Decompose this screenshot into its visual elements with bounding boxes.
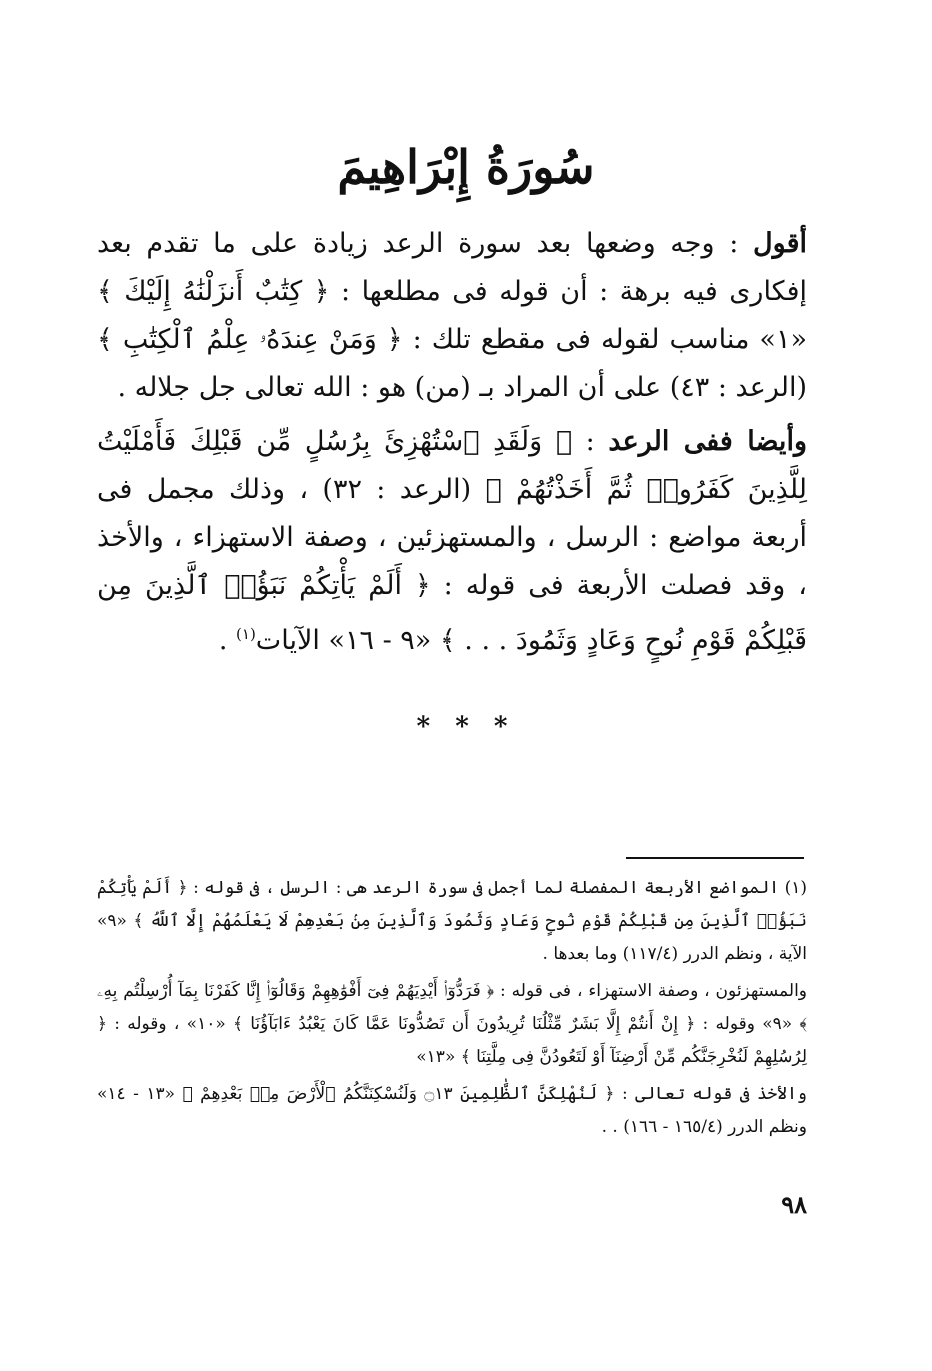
footnote-1-continuation-a: والمستهزئون ، وصفة الاستهزاء ، فى قوله : ﴿ فَرَدُّوٓا۟ أَيْدِيَهُمْ فِىٓ أَفْوَٰهِهِمْ وَقَالُوٓا۟ إِنَّا كَفَرْنَا بِمَآ أُرْسِلْتُم بِهِۦ ﴾ «٩» وقوله : ﴿ إِنْ أَنتُمْ إِلَّا بَشَرٌ مِّثْلُنَا تُرِيدُونَ أَن تَصُدُّونَا عَمَّا كَانَ يَعْبُدُ ءَابَآؤُنَا ﴾ «١٠» ، وقوله : ﴿ لِرُسُلِهِمْ لَنُخْرِجَنَّكُم مِّنْ أَرْضِنَآ أَوْ لَتَعُودُنَّ فِى مِلَّتِنَا ﴾ «١٣» <box>97 981 808 1067</box>
paragraph-2-text: : ﴿ وَلَقَدِ ٱسْتُهْزِئَ بِرُسُلٍ مِّن قَبْلِكَ فَأَمْلَيْتُ لِلَّذِينَ كَفَرُوا۟ ثُمَّ أَخَذْتُهُمْ ﴾ (الرعد : ٣٢) ، وذلك مجمل فى أربعة مواضع : الرسل ، والمستهزئين ، وصفة الاستهزاء ، والأخذ ، وقد فصلت الأربعة فى قوله : ﴿ أَلَمْ يَأْتِكُمْ نَبَؤُا۟ ٱلَّذِينَ مِن قَبْلِكُمْ قَوْمِ نُوحٍ وَعَادٍ وَثَمُودَ . . . ﴾ «٩ - ١٦» الآيات <box>97 426 808 656</box>
paragraph-1-text: : وجه وضعها بعد سورة الرعد زيادة على ما تقدم بعد إفكارى فيه برهة : أن قوله فى مطلعها : ﴿ كِتَٰبٌ أَنزَلْنَٰهُ إِلَيْكَ ﴾ «١» مناسب لقوله فى مقطع تلك : ﴿ وَمَنْ عِندَهُۥ عِلْمُ ٱلْكِتَٰبِ ﴾ (الرعد : ٤٣) على أن المراد بـ (من) هو : الله تعالى جل جلاله . <box>97 228 807 403</box>
footnote-reference[interactable]: (١) <box>236 625 256 643</box>
footnote-divider <box>626 857 804 859</box>
paragraph-2 <box>97 418 807 665</box>
paragraph-1 <box>97 220 807 412</box>
section-separator: * * * <box>416 712 516 742</box>
footnote-1-continuation-b: والأخذ فى قوله تعالى : ﴿ لَنُهْلِكَنَّ ٱلظَّٰلِمِينَ ۝١٣ وَلَنُسْكِنَنَّكُمُ ٱلْأَرْضَ مِنۢ بَعْدِهِمْ ﴾ «١٣ - ١٤» ونظم الدرر (١٦٥/٤ - ١٦٦) . . <box>97 1084 807 1137</box>
page-number: ٩٨ <box>781 1190 807 1219</box>
footnotes <box>97 872 807 1148</box>
paragraph-1-lead: أقول <box>753 228 807 259</box>
main-text <box>97 220 807 671</box>
paragraph-2-end: . <box>218 625 237 656</box>
paragraph-2-lead: وأيضا ففى الرعد <box>608 426 807 457</box>
footnote-1: (١) المواضع الأربعة المفصلة لما أجمل فى سورة الرعد هى : الرسل ، فى قوله : ﴿ أَلَمْ يَأْتِكُمْ نَبَؤُا۟ ٱلَّذِينَ مِن قَبْلِكُمْ قَوْمِ نُوحٍ وَعَادٍ وَثَمُودَ وَٱلَّذِينَ مِنۢ بَعْدِهِمْ لَا يَعْلَمُهُمْ إِلَّا ٱللَّهُ ﴾ «٩» الآية ، ونظم الدرر (١١٧/٤) وما بعدها . <box>97 878 807 964</box>
surah-title: سُورَةُ إِبْرَاهِيمَ <box>337 140 595 194</box>
